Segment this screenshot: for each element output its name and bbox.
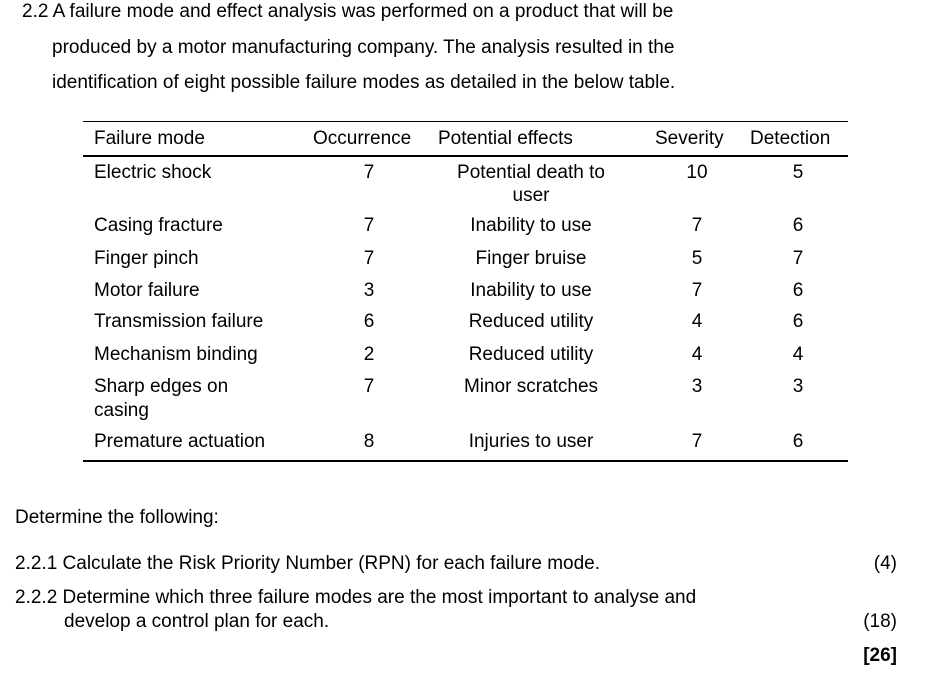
table-top-rule [83,121,848,122]
cell-failure-mode-line-2: casing [94,400,149,421]
cell-failure-mode: Premature actuation [94,431,266,452]
cell-potential-effects: Potential death to [457,162,605,183]
cell-occurrence: 6 [363,311,375,332]
subquestion-2-2-1: 2.2.1 Calculate the Risk Priority Number (RPN) for each failure mode. [15,553,601,574]
subquestion-2-2-2-line-2: develop a control plan for each. [64,611,330,632]
cell-severity: 4 [691,344,703,365]
header-occurrence: Occurrence [313,128,412,149]
cell-severity: 4 [691,311,703,332]
cell-failure-mode: Sharp edges on [94,376,229,397]
subquestion-2-2-2: 2.2.2 Determine which three failure modes are the most important to analyse and [15,587,697,608]
cell-detection: 6 [792,311,804,332]
question-line-2: produced by a motor manufacturing company. The analysis resulted in the [52,37,675,58]
header-detection: Detection [750,128,831,149]
table-bottom-rule [83,460,848,462]
header-severity: Severity [655,128,724,149]
cell-detection: 4 [792,344,804,365]
cell-severity: 7 [691,215,703,236]
cell-severity: 10 [686,162,708,183]
cell-failure-mode: Transmission failure [94,311,264,332]
cell-potential-effects-line-2: user [512,185,550,206]
cell-occurrence: 7 [363,376,375,397]
marks-2-2-2: (18) [863,611,897,632]
cell-potential-effects: Inability to use [470,215,592,236]
header-failure-mode: Failure mode [94,128,205,149]
cell-occurrence: 7 [363,215,375,236]
cell-severity: 3 [691,376,703,397]
cell-potential-effects: Inability to use [470,280,592,301]
total-marks: [26] [863,645,897,666]
cell-failure-mode: Electric shock [94,162,212,183]
cell-severity: 7 [691,280,703,301]
cell-detection: 5 [792,162,804,183]
cell-failure-mode: Mechanism binding [94,344,258,365]
cell-failure-mode: Motor failure [94,280,200,301]
cell-severity: 7 [691,431,703,452]
header-potential-effects: Potential effects [438,128,573,149]
cell-occurrence: 2 [363,344,375,365]
cell-detection: 3 [792,376,804,397]
cell-severity: 5 [691,248,703,269]
instructions-text: Determine the following: [15,507,219,528]
cell-failure-mode: Finger pinch [94,248,199,269]
cell-potential-effects: Reduced utility [468,311,594,332]
cell-failure-mode: Casing fracture [94,215,223,236]
cell-occurrence: 8 [363,431,375,452]
marks-2-2-1: (4) [873,553,897,574]
cell-potential-effects: Finger bruise [475,248,587,269]
cell-occurrence: 3 [363,280,375,301]
question-line-1: 2.2 A failure mode and effect analysis was performed on a product that will be [22,1,674,22]
cell-potential-effects: Reduced utility [468,344,594,365]
cell-occurrence: 7 [363,248,375,269]
header-rule [83,155,848,157]
cell-potential-effects: Injuries to user [468,431,594,452]
cell-occurrence: 7 [363,162,375,183]
cell-detection: 6 [792,215,804,236]
cell-detection: 6 [792,280,804,301]
cell-detection: 7 [792,248,804,269]
question-line-3: identification of eight possible failure modes as detailed in the below table. [52,72,676,93]
cell-detection: 6 [792,431,804,452]
cell-potential-effects: Minor scratches [463,376,599,397]
